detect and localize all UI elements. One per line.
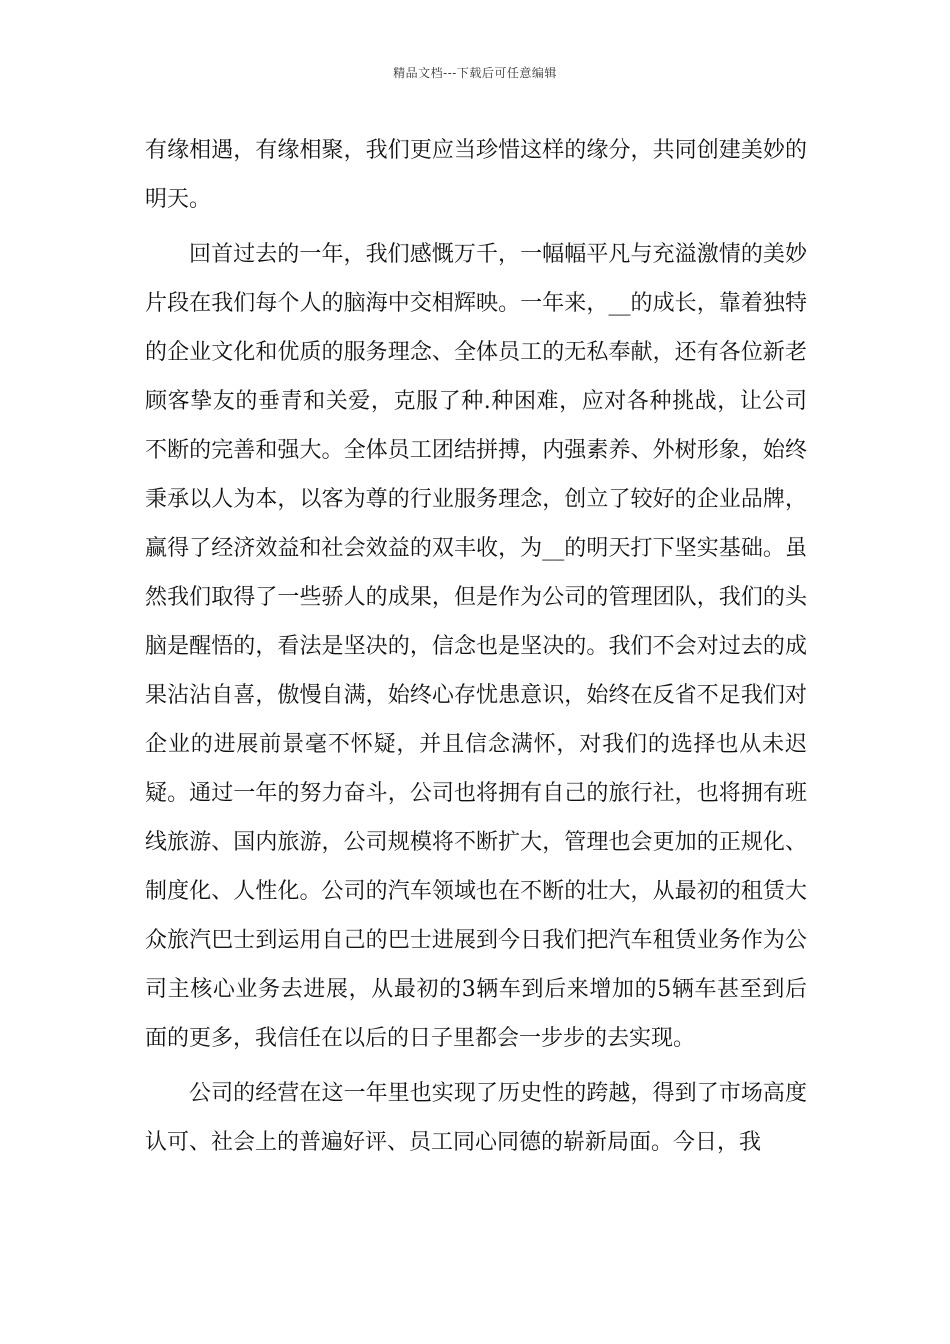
page-header: 精品文档---下载后可任意编辑 bbox=[393, 66, 557, 80]
paragraph-1: 有缘相遇，有缘相聚，我们更应当珍惜这样的缘分，共同创建美妙的明天。 bbox=[145, 138, 807, 212]
paragraph-3: 公司的经营在这一年里也实现了历史性的跨越，得到了市场高度认可、社会上的普遍好评、员工同心同德的崭新局面。今日，我 bbox=[145, 1081, 807, 1155]
document-body bbox=[145, 126, 807, 1167]
paragraph-2: 回首过去的一年，我们感慨万千，一幅幅平凡与充溢激情的美妙片段在我们每个人的脑海中交相辉映。一年来，__的成长，靠着独特的企业文化和优质的服务理念、全体员工的无私奉献，还有各位新老顾客挚友的垂青和关爱，克服了种.种困难，应对各种挑战，让公司不断的完善和强大。全体员工团结拼搏，内强素养、外树形象，始终秉承以人为本，以客为尊的行业服务理念，创立了较好的企业品牌，赢得了经济效益和社会效益的双丰收，为__的明天打下坚实基础。虽然我们取得了一些骄人的成果，但是作为公司的管理团队，我们的头脑是醒悟的，看法是坚决的，信念也是坚决的。我们不会对过去的成果沾沾自喜，傲慢自满，始终心存忧患意识，始终在反省不足我们对企业的进展前景毫不怀疑，并且信念满怀，对我们的选择也从未迟疑。通过一年的努力奋斗，公司也将拥有自己的旅行社，也将拥有班线旅游、国内旅游，公司规模将不断扩大，管理也会更加的正规化、制度化、人性化。公司的汽车领域也在不断的壮大，从最初的租赁大众旅汽巴士到运用自己的巴士进展到今日我们把汽车租赁业务作为公司主核心业务去进展，从最初的3辆车到后来增加的5辆车甚至到后面的更多，我信任在以后的日子里都会一步步的去实现。 bbox=[145, 242, 807, 1051]
